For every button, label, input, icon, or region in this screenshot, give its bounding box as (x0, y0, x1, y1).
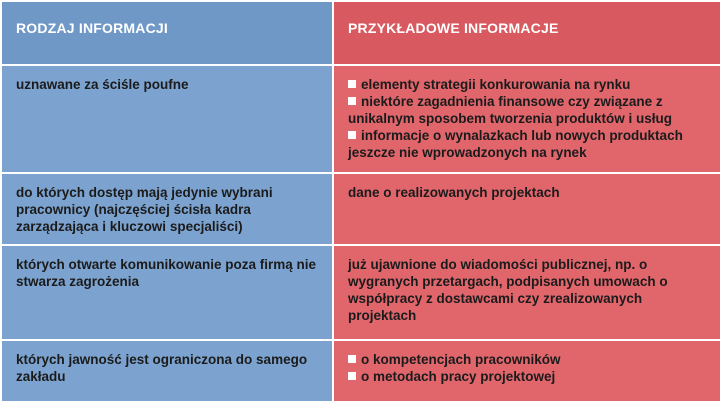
example-text: niektóre zagadnienia finansowe czy związane z unikalnym sposobem tworzenia produktów i usług (348, 94, 673, 126)
table-header-row (1, 1, 720, 65)
information-type-cell: których otwarte komunikowanie poza firmą nie stwarza zagrożenia (1, 245, 333, 340)
examples-list (348, 351, 710, 385)
list-item (348, 368, 710, 385)
table-row (1, 245, 720, 340)
information-type-cell: uznawane za ściśle poufne (1, 65, 333, 173)
header-example-information: PRZYKŁADOWE INFORMACJE (333, 1, 720, 65)
square-bullet-icon (348, 131, 356, 139)
information-type-cell: których jawność jest ograniczona do samego zakładu (1, 340, 333, 402)
square-bullet-icon (348, 97, 356, 105)
header-information-type: RODZAJ INFORMACJI (1, 1, 333, 65)
list-item (348, 127, 710, 161)
examples-cell: dane o realizowanych projektach (333, 173, 720, 245)
list-item (348, 93, 710, 127)
information-type-cell: do których dostęp mają jedynie wybrani pracownicy (najczęściej ścisła kadra zarządzająca i kluczowi specjaliści) (1, 173, 333, 245)
example-text: elementy strategii konkurowania na rynku (361, 77, 631, 92)
square-bullet-icon (348, 372, 356, 380)
square-bullet-icon (348, 80, 356, 88)
example-text: o metodach pracy projektowej (361, 369, 556, 384)
example-text: informacje o wynalazkach lub nowych produktach jeszcze nie wprowadzonych na rynek (348, 128, 683, 160)
examples-cell (333, 65, 720, 173)
examples-cell: już ujawnione do wiadomości publicznej, np. o wygranych przetargach, podpisanych umowach o współpracy z dostawcami czy zrealizowanych projektach (333, 245, 720, 340)
table-row (1, 340, 720, 402)
table-row (1, 65, 720, 173)
list-item (348, 76, 710, 93)
list-item (348, 351, 710, 368)
examples-list (348, 76, 710, 161)
examples-cell (333, 340, 720, 402)
table-row (1, 173, 720, 245)
example-text: o kompetencjach pracowników (361, 352, 561, 367)
square-bullet-icon (348, 355, 356, 363)
